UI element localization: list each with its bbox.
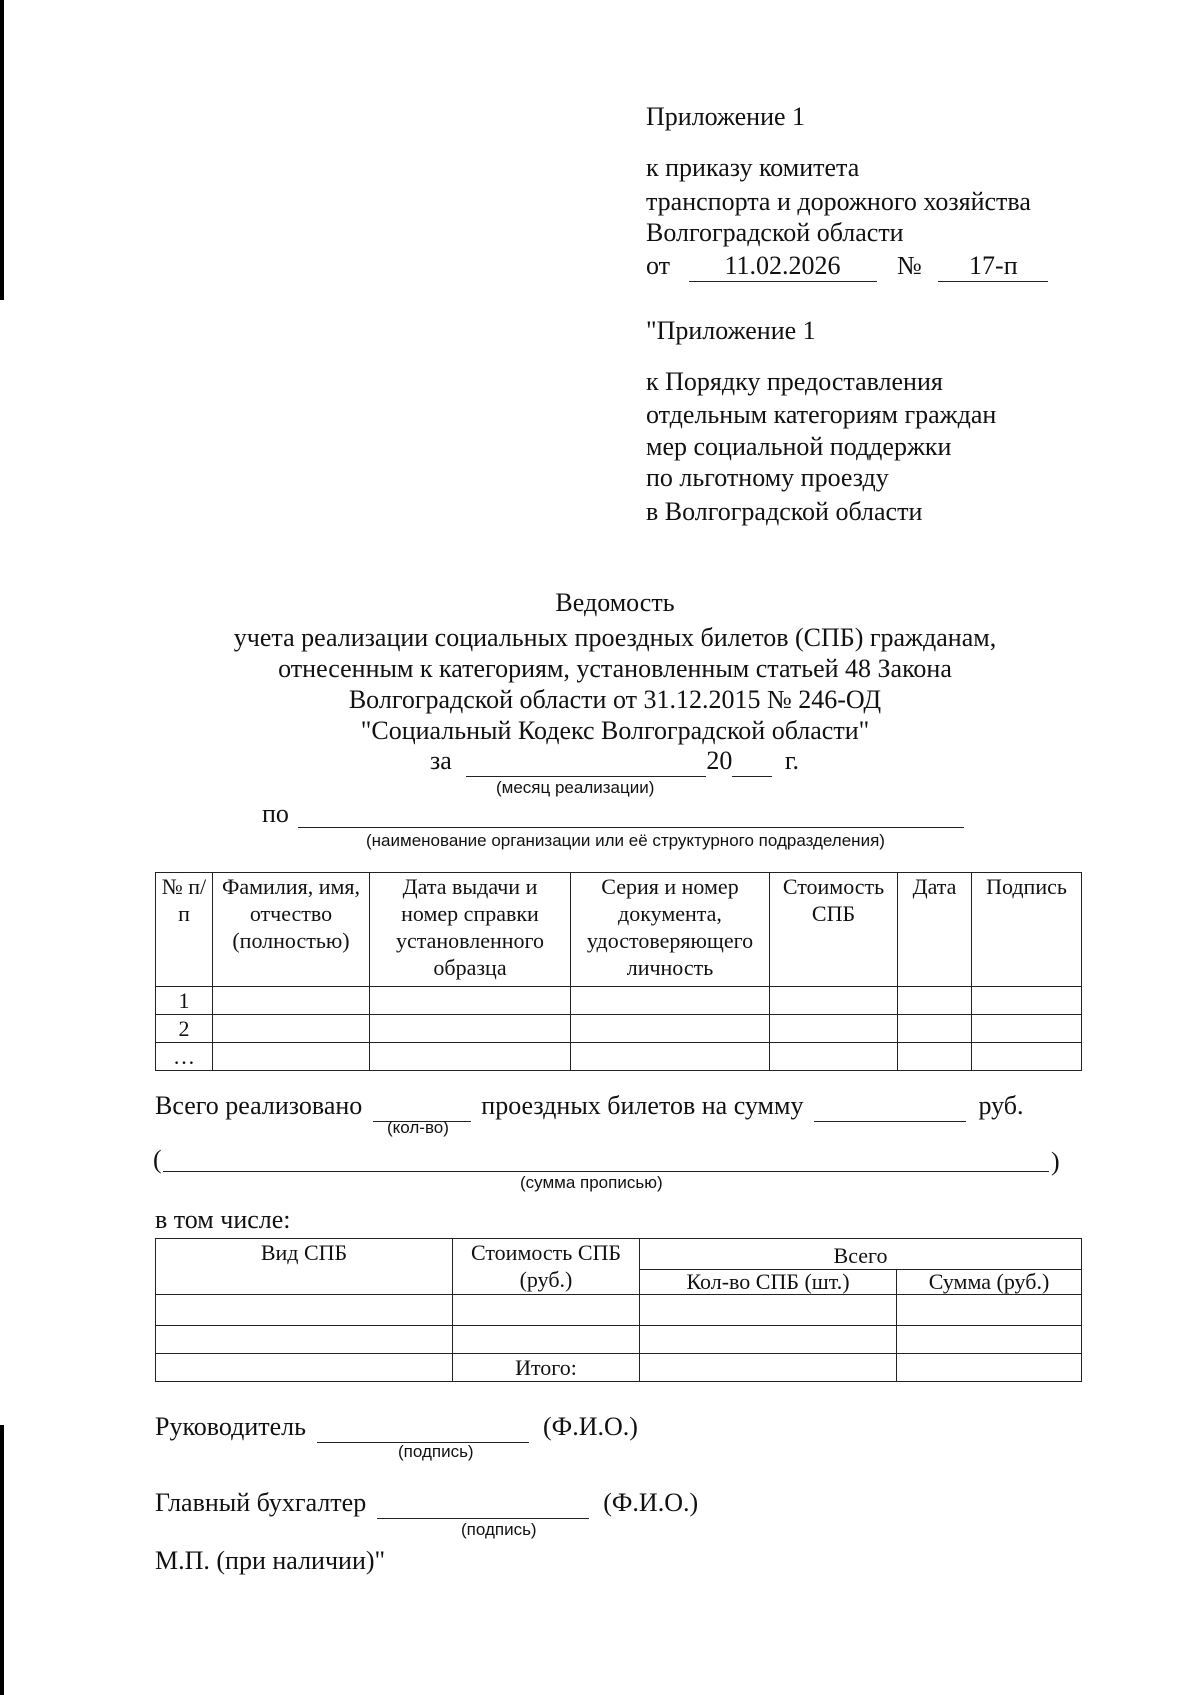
table-cell[interactable] (571, 987, 770, 1015)
summary-header-total: Всего (640, 1239, 1082, 1270)
table-cell[interactable] (156, 1326, 453, 1354)
table-cell[interactable] (370, 1043, 571, 1071)
inner-appendix-line-4: по льготному проезду (646, 463, 889, 492)
table-cell[interactable] (897, 1354, 1082, 1382)
table-cell[interactable] (898, 1015, 972, 1043)
close-paren: ) (1051, 1147, 1060, 1176)
table-cell[interactable] (156, 1354, 453, 1382)
table-cell[interactable] (213, 1015, 370, 1043)
row-number: 2 (156, 1015, 213, 1043)
appendix-title: Приложение 1 (646, 102, 806, 131)
table-cell[interactable] (770, 1043, 898, 1071)
summary-header-sum: Сумма (руб.) (897, 1270, 1082, 1295)
scan-edge-top (0, 0, 4, 300)
sum-words-hint: (сумма прописью) (520, 1173, 663, 1192)
period-prefix: за (430, 746, 452, 775)
table-cell[interactable] (640, 1326, 897, 1354)
inner-appendix-line-5: в Волгоградской области (646, 497, 923, 526)
appendix-line-3: Волгоградской области (646, 218, 904, 247)
accountant-signature-hint: (подпись) (461, 1520, 537, 1539)
table-cell[interactable] (640, 1354, 897, 1382)
stamp-label: М.П. (при наличии)" (155, 1546, 386, 1575)
table-cell[interactable] (640, 1295, 897, 1326)
header-signature: Подпись (972, 873, 1082, 987)
document-title: Ведомость (555, 588, 675, 617)
inner-appendix-line-3: мер социальной поддержки (646, 432, 952, 461)
summary-header-row (156, 1239, 1082, 1270)
org-name-line[interactable] (298, 827, 964, 828)
totals-suffix: руб. (978, 1091, 1024, 1120)
totals-row (155, 1090, 1024, 1122)
table-cell[interactable] (571, 1043, 770, 1071)
appendix-line-1: к приказу комитета (646, 153, 860, 182)
table-cell[interactable] (898, 1043, 972, 1071)
order-number: 17-п (938, 250, 1048, 282)
order-date: 11.02.2026 (689, 250, 877, 282)
header-fio: Фамилия, имя, отчество (полностью) (213, 873, 370, 987)
header-cost: Стоимость СПБ (770, 873, 898, 987)
including-label: в том числе: (155, 1205, 291, 1234)
table-cell[interactable] (770, 1015, 898, 1043)
sum-words-line[interactable] (163, 1171, 1049, 1172)
head-signature-hint: (подпись) (398, 1442, 474, 1461)
period-month-blank[interactable] (466, 745, 706, 777)
totals-middle: проездных билетов на сумму (481, 1091, 804, 1120)
inner-appendix-line-1: к Порядку предоставления (646, 367, 943, 396)
period-hint: (месяц реализации) (496, 778, 655, 797)
accountant-signature-row (155, 1487, 698, 1519)
count-hint: (кол-во) (387, 1118, 449, 1137)
header-number: № п/п (156, 873, 213, 987)
table-row (156, 1015, 1082, 1043)
period-row (430, 745, 799, 777)
table-cell[interactable] (370, 987, 571, 1015)
table-cell[interactable] (156, 1295, 453, 1326)
appendix-line-2: транспорта и дорожного хозяйства (646, 187, 1031, 216)
totals-prefix: Всего реализовано (155, 1091, 363, 1120)
table-cell[interactable] (770, 987, 898, 1015)
period-year-blank[interactable] (732, 745, 772, 777)
summary-table (155, 1238, 1082, 1382)
inner-appendix-line-2: отдельным категориям граждан (646, 400, 997, 429)
table-cell[interactable] (897, 1326, 1082, 1354)
open-paren: ( (153, 1145, 162, 1174)
order-date-row (646, 250, 1048, 282)
table-cell[interactable] (898, 987, 972, 1015)
table-cell[interactable] (453, 1295, 640, 1326)
table-row (156, 987, 1082, 1015)
summary-header-cost: Стоимость СПБ (руб.) (453, 1239, 640, 1295)
heading-line-3: Волгоградской области от 31.12.2015 № 246-ОД (348, 685, 882, 714)
table-cell[interactable] (571, 1015, 770, 1043)
accountant-fio: (Ф.И.О.) (603, 1488, 699, 1517)
table-cell[interactable] (370, 1015, 571, 1043)
totals-sum-blank[interactable] (814, 1090, 966, 1122)
heading-line-1: учета реализации социальных проездных билетов (СПБ) гражданам, (233, 623, 997, 652)
table-cell[interactable] (972, 1015, 1082, 1043)
head-signature-row (155, 1411, 638, 1443)
summary-header-type: Вид СПБ (156, 1239, 453, 1295)
head-fio: (Ф.И.О.) (543, 1412, 638, 1441)
summary-row (156, 1326, 1082, 1354)
main-table-header-row (156, 873, 1082, 987)
org-hint: (наименование организации или её структурного подразделения) (366, 831, 885, 850)
table-cell[interactable] (213, 1043, 370, 1071)
header-certificate: Дата выдачи и номер справки установленного образца (370, 873, 571, 987)
table-cell[interactable] (213, 987, 370, 1015)
accountant-signature-blank[interactable] (377, 1487, 589, 1519)
summary-header-count: Кол-во СПБ (шт.) (640, 1270, 897, 1295)
table-cell[interactable] (897, 1295, 1082, 1326)
head-label: Руководитель (155, 1412, 306, 1441)
heading-line-2: отнесенным к категориям, установленным статьей 48 Закона (278, 654, 952, 683)
table-cell[interactable] (453, 1326, 640, 1354)
inner-appendix-title: "Приложение 1 (646, 316, 816, 345)
summary-row (156, 1295, 1082, 1326)
accountant-label: Главный бухгалтер (155, 1488, 367, 1517)
period-year-prefix: 20 (706, 746, 733, 775)
table-cell[interactable] (972, 1043, 1082, 1071)
org-prefix: по (262, 799, 289, 828)
summary-total-row (156, 1354, 1082, 1382)
heading-line-4: "Социальный Кодекс Волгоградской области" (360, 716, 870, 745)
header-date: Дата (898, 873, 972, 987)
table-row (156, 1043, 1082, 1071)
main-table (155, 872, 1082, 1071)
row-number: … (156, 1043, 213, 1071)
summary-itogo-label: Итого: (453, 1354, 640, 1382)
table-cell[interactable] (972, 987, 1082, 1015)
row-number: 1 (156, 987, 213, 1015)
scan-edge-bottom (0, 1425, 4, 1695)
date-prefix: от (646, 251, 671, 280)
header-id-document: Серия и номер документа, удостоверяющего личность (571, 873, 770, 987)
period-year-suffix: г. (784, 746, 800, 775)
number-sign: № (897, 251, 922, 280)
head-signature-blank[interactable] (317, 1411, 529, 1443)
